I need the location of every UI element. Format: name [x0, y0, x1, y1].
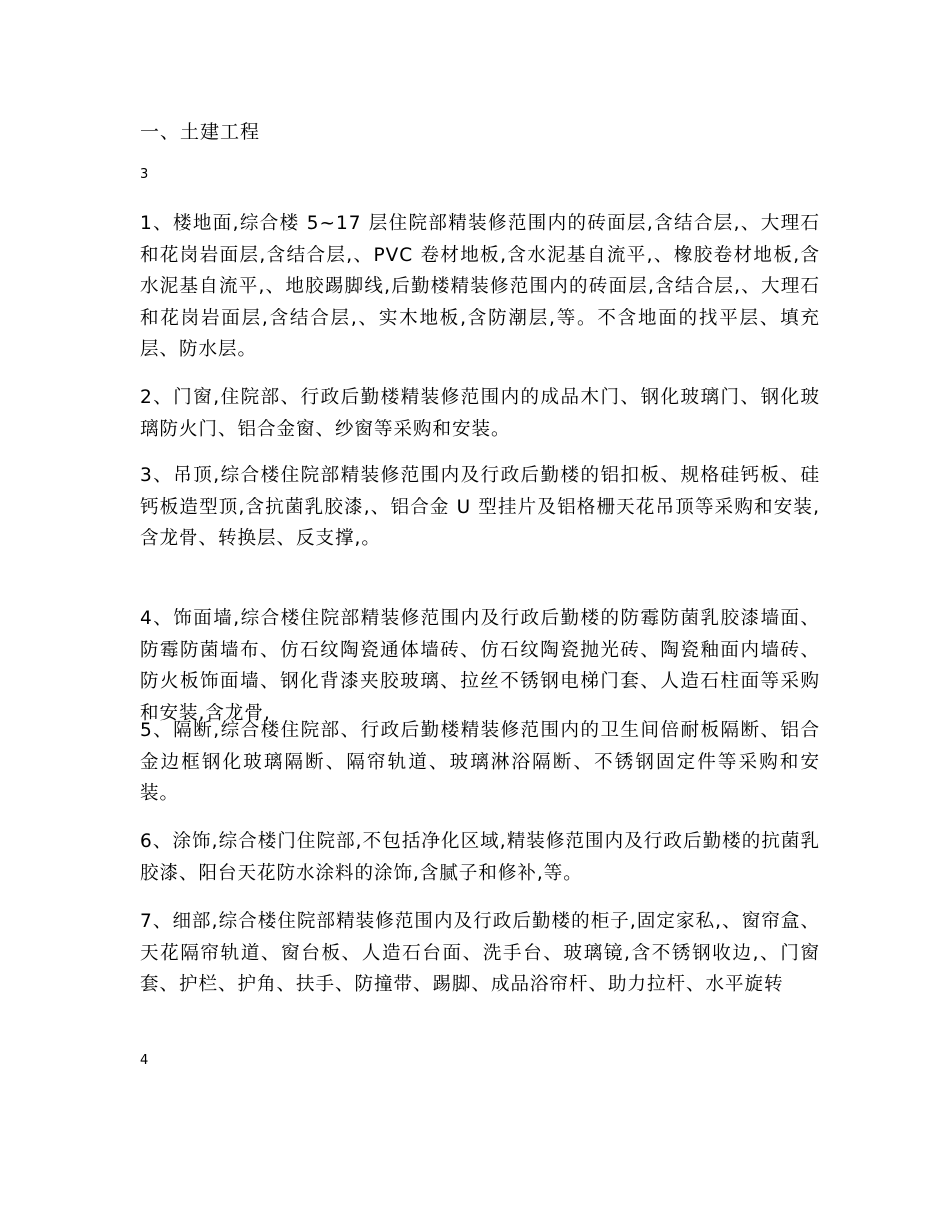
- paragraph-details: 7、细部,综合楼住院部精装修范围内及行政后勤楼的柜子,固定家私,、窗帘盒、天花隔帘轨道、窗台板、人造石台面、洗手台、玻璃镜,含不锈钢收边,、门窗套、护栏、护角、扶手、防撞带、踢脚、成品浴帘杆、助力拉杆、水平旋转: [140, 911, 820, 995]
- paragraph-wall-finish: 4、饰面墙,综合楼住院部精装修范围内及行政后勤楼的防霉防菌乳胶漆墙面、防霉防菌墙布、仿石纹陶瓷通体墙砖、仿石纹陶瓷抛光砖、陶瓷釉面内墙砖、防火板饰面墙、钢化背漆夹胶玻璃、拉丝不锈钢电梯门套、人造石柱面等采购和安装,含龙骨,: [140, 608, 820, 724]
- page-number-top: 3: [140, 167, 149, 182]
- section-heading: 一、土建工程: [140, 121, 261, 143]
- paragraph-ceiling: 3、吊顶,综合楼住院部精装修范围内及行政后勤楼的铝扣板、规格硅钙板、硅钙板造型顶,含抗菌乳胶漆,、铝合金 U 型挂片及铝格栅天花吊顶等采购和安装,含龙骨、转换层、反支撑,。: [140, 465, 820, 549]
- paragraph-painting: 6、涂饰,综合楼门住院部,不包括净化区域,精装修范围内及行政后勤楼的抗菌乳胶漆、阳台天花防水涂料的涂饰,含腻子和修补,等。: [140, 831, 820, 884]
- paragraph-flooring: 1、楼地面,综合楼 5~17 层住院部精装修范围内的砖面层,含结合层,、大理石和花岗岩面层,含结合层,、PVC 卷材地板,含水泥基自流平,、橡胶卷材地板,含水泥基自流平,、地胶踢脚线,后勤楼精装修范围内的砖面层,含结合层,、大理石和花岗岩面层,含结合层,、实木地板,含防潮层,等。不含地面的找平层、填充层、防水层。: [140, 213, 820, 360]
- paragraph-partitions: 5、隔断,综合楼住院部、行政后勤楼精装修范围内的卫生间倍耐板隔断、铝合金边框钢化玻璃隔断、隔帘轨道、玻璃淋浴隔断、不锈钢固定件等采购和安装。: [140, 720, 820, 804]
- paragraph-doors-windows: 2、门窗,住院部、行政后勤楼精装修范围内的成品木门、钢化玻璃门、钢化玻璃防火门、铝合金窗、纱窗等采购和安装。: [140, 387, 820, 440]
- page-number-bottom: 4: [140, 1053, 149, 1068]
